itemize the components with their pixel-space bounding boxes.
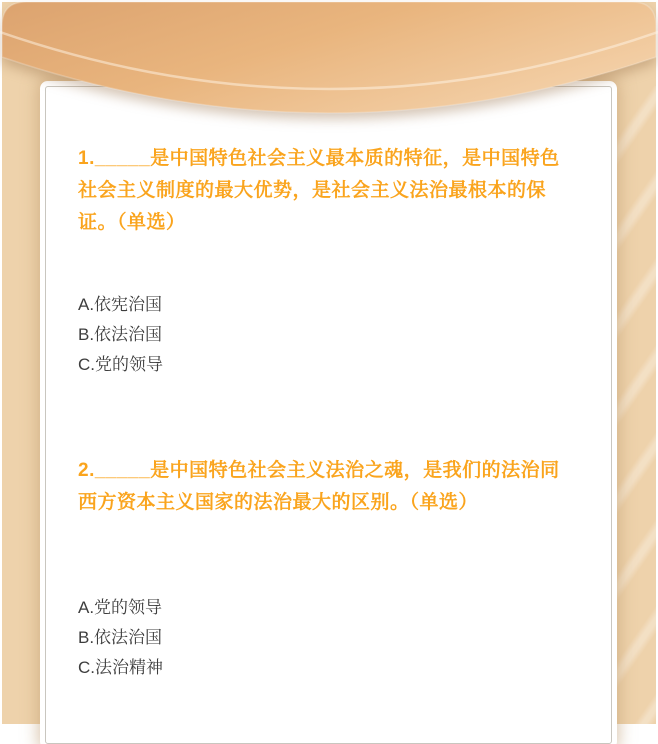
question-1-option-c[interactable]: C.党的领导: [78, 355, 163, 374]
question-2-option-b[interactable]: B.依法治国: [78, 628, 163, 647]
question-2-text: 2._____是中国特色社会主义法治之魂，是我们的法治同西方资本主义国家的法治最大的区别。（单选）: [78, 460, 560, 513]
question-1-option-b[interactable]: B.依法治国: [78, 325, 163, 344]
question-1-text: 1._____是中国特色社会主义最本质的特征，是中国特色社会主义制度的最大优势，是社会主义法治最根本的保证。（单选）: [78, 148, 560, 233]
question-1-option-a[interactable]: A.依宪治国: [78, 295, 163, 314]
quiz-card-content: [46, 87, 611, 683]
question-2-option-c[interactable]: C.法治精神: [78, 658, 163, 677]
question-2-options: [78, 593, 571, 683]
quiz-card: [45, 86, 612, 744]
question-2-option-a[interactable]: A.党的领导: [78, 598, 163, 617]
right-margin-ribbon-texture: [612, 86, 656, 724]
question-1-options: [78, 290, 571, 380]
